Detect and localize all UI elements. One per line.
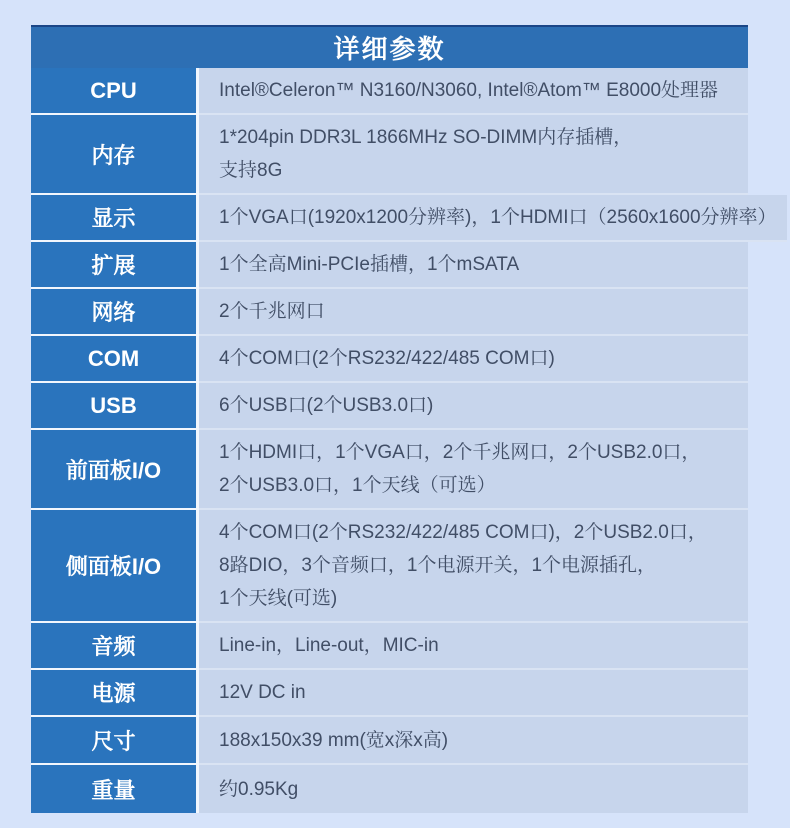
row-label: 扩展 (31, 242, 199, 289)
row-label: 电源 (31, 670, 199, 717)
row-value (199, 115, 748, 195)
table-row (31, 765, 748, 813)
table-row (31, 336, 748, 383)
table-row (31, 430, 748, 510)
row-label: 前面板I/O (31, 430, 199, 510)
row-label: USB (31, 383, 199, 430)
row-label: CPU (31, 68, 199, 115)
value-line: Line-in，Line-out，MIC-in (219, 635, 439, 656)
value-line: 2个USB3.0口，1个天线（可选） (219, 475, 496, 496)
table-title: 详细参数 (31, 25, 748, 68)
table-row (31, 289, 748, 336)
value-line: 1个HDMI口，1个VGA口，2个千兆网口，2个USB2.0口， (219, 442, 701, 463)
spec-table-body (31, 68, 777, 813)
table-row (31, 383, 748, 430)
row-label: 网络 (31, 289, 199, 336)
row-value (199, 430, 748, 510)
row-label: COM (31, 336, 199, 383)
spec-table (31, 25, 777, 813)
table-row (31, 242, 748, 289)
table-row (31, 717, 748, 765)
value-line: 1*204pin DDR3L 1866MHz SO-DIMM内存插槽， (219, 127, 633, 148)
row-value (199, 623, 748, 670)
row-value (199, 68, 748, 115)
table-row (31, 670, 748, 717)
value-line: Intel®Celeron™ N3160/N3060, Intel®Atom™ E8000处理器 (219, 80, 719, 101)
row-label: 重量 (31, 765, 199, 813)
row-value (199, 383, 748, 430)
value-line: 12V DC in (219, 682, 306, 703)
value-line: 支持8G (219, 160, 283, 181)
value-line: 8路DIO，3个音频口，1个电源开关，1个电源插孔， (219, 555, 657, 576)
row-label: 内存 (31, 115, 199, 195)
table-row (31, 195, 777, 242)
value-line: 4个COM口(2个RS232/422/485 COM口) (219, 348, 555, 369)
row-label: 尺寸 (31, 717, 199, 765)
value-line: 6个USB口(2个USB3.0口) (219, 395, 434, 416)
value-line: 2个千兆网口 (219, 301, 325, 322)
row-value (199, 717, 748, 765)
table-row (31, 623, 748, 670)
value-line: 1个天线(可选) (219, 588, 338, 609)
value-line: 约0.95Kg (219, 778, 299, 800)
value-line: 1个VGA口(1920x1200分辨率)，1个HDMI口（2560x1600分辨率） (219, 207, 777, 228)
value-line: 1个全高Mini-PCIe插槽，1个mSATA (219, 254, 520, 275)
table-row (31, 115, 748, 195)
row-value (199, 510, 748, 623)
row-value (199, 765, 748, 813)
row-label: 音频 (31, 623, 199, 670)
table-row (31, 68, 748, 115)
row-value (199, 289, 748, 336)
row-value (199, 336, 748, 383)
row-value (199, 242, 748, 289)
table-row (31, 510, 748, 623)
row-label: 侧面板I/O (31, 510, 199, 623)
value-line: 4个COM口(2个RS232/422/485 COM口)，2个USB2.0口， (219, 522, 707, 543)
row-value (199, 195, 787, 242)
row-value (199, 670, 748, 717)
value-line: 188x150x39 mm(宽x深x高) (219, 729, 449, 751)
row-label: 显示 (31, 195, 199, 242)
